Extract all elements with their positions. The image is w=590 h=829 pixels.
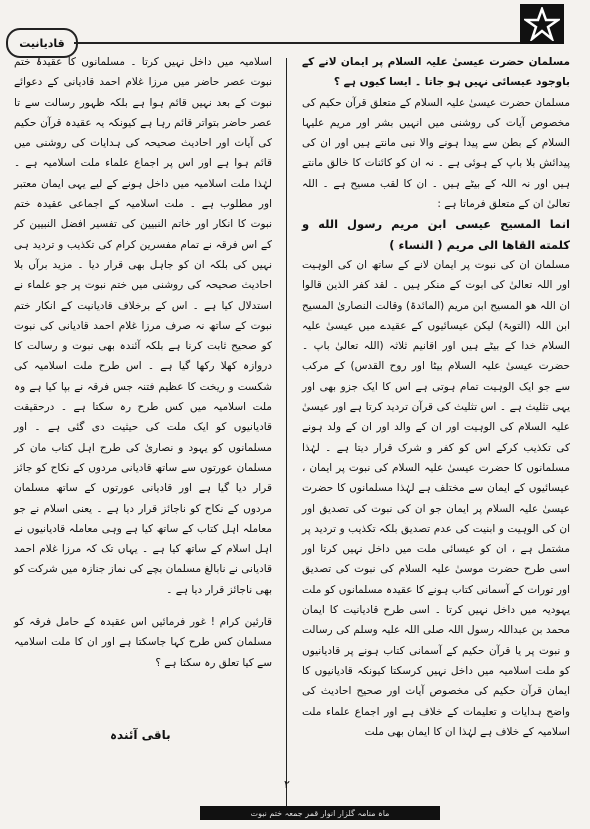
header-rule xyxy=(74,42,520,44)
left-paragraph-1: اسلامیہ میں داخل نہیں کرتا ۔ مسلمانوں کا عقیدۂ ختم نبوت عصر حاضر میں مرزا غلام احمد قادیانی کے دعوائے نبوت کے بعد نہیں قائم ہوا ہے بلکہ ظہور رسالت سے تا عصر حاضر بتواتر قائم رہا ہے کیونکہ یہ عقیدہ قرآن حکیم کی آیات اور احادیث صحیحہ کی ہدایات کی روشنی میں قائم ہوا ہے اور اس پر اجماع علماء ملت اسلامیہ ہے ۔ لہٰذا ملت اسلامیہ میں داخل ہونے کے لیے یہی ایمان معتبر اور مطلوب ہے ۔ ملت اسلامیہ کے اجماعی عقیدہ ختم نبوت کا انکار اور خاتم النبیین کی تفسیر افضل النبیین کر کے اس فرقہ نے تمام مفسرین کرام کی تکذیب و تردید ہی نہیں کی بلکہ ان کو جاہل بھی قرار دیا ۔ مزید برآں بلا احادیث صحیحہ کی روشنی میں ختم نبوت پر جو علماء نے استدلال کیا ہے ۔ اس کے برخلاف قادیانیت کے انکار ختم نبوت کے ساتھ نہ صرف مرزا غلام احمد قادیانی کی نبوت کو صحیح ثابت کرنا ہے بلکہ آئندہ بھی نبوت و رسالت کا دروازہ کھلا رکھا گیا ہے ۔ اس طرح ملت اسلامیہ کی شکست و ریخت کا عظیم فتنہ جس فرقہ نے بپا کیا ہے وہ ملت اسلامیہ میں کس طرح رہ سکتا ہے ۔ درحقیقت قادیانیوں کو ایک ملت کی حیثیت دی گئی ہے ۔ اور مسلمانوں کو یہود و نصاریٰ کی طرح اہل کتاب مان کر مسلمان عورتوں سے ساتھ قادیانی مردوں کے نکاح کو جائز قرار دیا گیا ہے اور قادیانی عورتوں کے ساتھ مسلمان مردوں کے نکاح کو ناجائز قرار دیا ہے ۔ یعنی اسلام نے جو معاملہ اہل کتاب کے ساتھ کیا ہے وہی معاملہ قادیانیوں نے اہل اسلام کے ساتھ کیا ہے ۔ یہاں تک کہ مرزا غلام احمد قادیانی نے نابالغ مسلمان بچے کی نماز جنازہ میں شرکت کو بھی ناجائز قرار دیا ہے ۔ xyxy=(14,56,272,596)
section-title: قادیانیت xyxy=(19,36,65,50)
right-paragraph-3: مسلمان ان کی نبوت پر ایمان لانے کے ساتھ ان کی الوہیت اور اللہ تعالیٰ کی ابوت کے منکر ہیں ۔ لقد کفر الذین قالوا ان اللہ ھو المسیح ابن مریم (المائدۃ) وقالت النصاریٰ المسیح ابن اللہ (التوبۃ) لیکن عیسائیوں کے عقیدے میں عیسیٰ علیہ السلام خدا کے بیٹے ہیں اور اقانیم ثلاثہ (اللہ تعالیٰ باپ ۔ حضرت عیسیٰ علیہ السلام بیٹا اور روح القدس) کے مرکب سے جو ایک الوہیت تمام ہوتی ہے اس کا ایک جزو بھی اور یہی تثلیث ہے ۔ اس تثلیث کی قرآن تردید کرتا ہے اور عیسیٰ علیہ السلام کی الوہیت اور ان کے والد اور ان کے ولد ہونے کی تکذیب کرکے اس کو کفر و شرک قرار دیتا ہے ۔ لہٰذا مسلمانوں کا حضرت عیسیٰ علیہ السلام کی نبوت پر ایمان ، عیسائیوں کے ایمان سے مختلف ہے لہٰذا مسلمانوں کا حضرت عیسیٰ علیہ السلام پر ایمان جو ان کی نبوت کی تصدیق اور ان کی الوہیت و ابنیت کی عدم تصدیق بلکہ تکذیب و تردید پر مشتمل ہے ، ان کو عیسائی ملت میں داخل نہیں کرتا اور اسی طرح حضرت موسیٰ علیہ السلام کی نبوت کی تصدیق اور تورات کے آسمانی کتاب ہونے کا عقیدہ مسلمانوں کو ملت یہودیہ میں داخل نہیں کرتا ۔ اسی طرح قادیانیت کا ایمان محمد بن عبداللہ رسول اللہ صلی اللہ علیہ وسلم کی رسالت و نبوت پر یا قرآن حکیم کے آسمانی کتاب ہونے پر قادیانیوں کو ملت اسلامیہ میں داخل نہیں کرسکتا کیونکہ قادیانیوں کا ایمان قرآن حکیم کی مخصوص آیات اور صحیح احادیث کی واضح ہدایات و تعلیمات کے خلاف ہے اور اجماع علماء ملت اسلامیہ کے خلاف ہے لہٰذا ان کا ایمان بھی ملت xyxy=(302,258,570,738)
footer-text: ماہ منامہ گلزار انوار قمر جمعہ ختم نبوت xyxy=(250,808,390,818)
logo xyxy=(520,4,564,44)
right-paragraph-2: مسلمان حضرت عیسیٰ علیہ السلام کے متعلق قرآن حکیم کی مخصوص آیات کی روشنی میں انہیں بشر اور مریم علیہا السلام کے بطن سے پیدا ہونے والا نبی مانتے ہیں اور ان کی پیدائش بلا باپ کے ہوئی ہے ۔ نہ ان کو کائنات کا خالق مانتے ہیں اور نہ اللہ کے بیٹے ہیں ۔ ان کا لقب مسیح ہے ۔ اللہ تعالیٰ ان کے متعلق فرماتا ہے : xyxy=(302,96,570,211)
continued-label: باقی آئندہ xyxy=(110,728,171,742)
left-column xyxy=(14,52,272,810)
right-column xyxy=(302,52,570,810)
left-paragraph-2: قارئین کرام ! غور فرمائیں اس عقیدہ کے حامل فرقہ کو مسلمان کس طرح کہا جاسکتا ہے اور ان کا ملت اسلامیہ سے کیا تعلق رہ سکتا ہے ؟ xyxy=(14,616,272,669)
page-number: ۲ xyxy=(284,778,290,791)
column-divider xyxy=(286,58,287,808)
footer-bar xyxy=(200,806,440,820)
quran-verse: انما المسيح عيسى ابن مريم رسول الله و كلمته القاها الى مريم ( النساء ) xyxy=(302,217,570,252)
star-logo-icon xyxy=(524,7,560,41)
right-paragraph-1: مسلمان حضرت عیسیٰ علیہ السلام پر ایمان لانے کے باوجود عیسائی نہیں ہو جاتا ۔ ایسا کیوں ہے ؟ xyxy=(302,56,570,89)
